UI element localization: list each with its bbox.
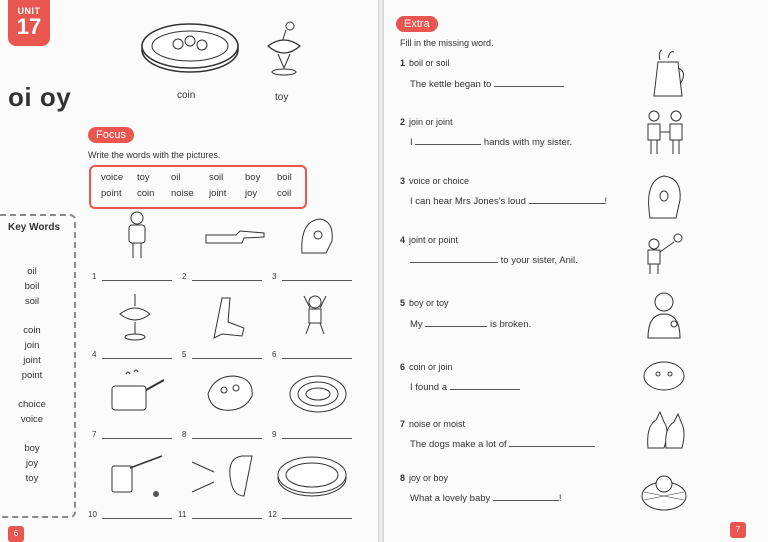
question-sentence <box>410 319 531 330</box>
key-word: boy <box>24 443 40 454</box>
answer-line[interactable] <box>102 438 172 439</box>
choice-text: coin or join <box>409 362 453 372</box>
coin-face-picture <box>642 358 686 394</box>
item-number: 2 <box>182 272 187 281</box>
question-choices <box>400 58 450 68</box>
caption-toy: toy <box>275 92 289 103</box>
word-bank <box>89 165 307 209</box>
key-word: toy <box>25 473 39 484</box>
word-bank-word: soil <box>209 172 224 183</box>
sentence-after: ! <box>558 493 562 504</box>
answer-line[interactable] <box>282 358 352 359</box>
focus-label: Focus <box>88 127 134 143</box>
unit-label: UNIT <box>17 6 41 16</box>
item-number: 10 <box>88 510 97 519</box>
question-sentence <box>410 79 564 90</box>
answer-line[interactable] <box>192 280 262 281</box>
question-choices <box>400 117 453 127</box>
answer-line[interactable] <box>192 358 262 359</box>
question-choices <box>400 298 449 308</box>
item-number: 6 <box>272 350 277 359</box>
question-choices <box>400 235 458 245</box>
word-bank-word: voice <box>101 172 124 183</box>
key-word: point <box>21 370 43 381</box>
choice-text: boil or soil <box>409 58 450 68</box>
key-words-title: Key Words <box>8 222 61 233</box>
answer-line[interactable] <box>192 438 262 439</box>
choice-text: voice or choice <box>409 176 470 186</box>
unit-badge <box>8 0 50 46</box>
choice-text: joint or point <box>409 235 459 245</box>
sentence-after: is broken. <box>489 319 532 330</box>
item-number: 8 <box>182 430 187 439</box>
question-choices <box>400 176 469 186</box>
item-number: 9 <box>272 430 277 439</box>
sentence-before: I can hear Mrs Jones's loud <box>410 196 526 207</box>
kettle-picture <box>648 48 688 100</box>
key-word: joint <box>23 355 41 366</box>
word-bank-word: boy <box>245 172 261 183</box>
word-bank-word: point <box>101 188 122 199</box>
question-sentence <box>410 382 520 393</box>
elbow-joint-picture <box>208 294 248 340</box>
joyful-child-picture <box>300 292 330 338</box>
woman-shouting-picture <box>642 170 686 222</box>
key-word: oil <box>27 266 37 277</box>
answer-blank[interactable] <box>450 389 520 390</box>
answer-line[interactable] <box>102 518 172 519</box>
item-number: 11 <box>178 510 187 519</box>
choice-text: noise or moist <box>409 419 466 429</box>
sentence-before: What a lovely baby <box>410 493 491 504</box>
question-choices <box>400 362 453 372</box>
question-sentence <box>410 439 595 450</box>
spinning-top-icon <box>264 20 304 80</box>
key-word: soil <box>24 296 40 307</box>
word-bank-word: joint <box>209 188 227 199</box>
answer-blank[interactable] <box>529 203 605 204</box>
pointing-hand-picture <box>206 225 268 249</box>
answer-line[interactable] <box>282 518 352 519</box>
choice-text: joy or boy <box>409 473 449 483</box>
sentence-after: ! <box>604 196 608 207</box>
item-number: 1 <box>92 272 97 281</box>
answer-blank[interactable] <box>425 326 487 327</box>
right-page <box>384 0 768 542</box>
question-number: 2 <box>400 117 406 127</box>
sentence-after: to your sister, Anil. <box>500 255 578 266</box>
item-number: 7 <box>92 430 97 439</box>
barking-dogs-picture <box>642 408 688 456</box>
item-number: 3 <box>272 272 277 281</box>
sentence-before: I <box>410 137 413 148</box>
key-word: joy <box>25 458 39 469</box>
extra-label: Extra <box>396 16 438 32</box>
key-word: join <box>24 340 40 351</box>
question-number: 4 <box>400 235 406 245</box>
caption-coin: coin <box>177 90 196 101</box>
key-word: boil <box>24 281 40 292</box>
item-number: 5 <box>182 350 187 359</box>
key-word: coin <box>23 325 41 336</box>
extra-instruction: Fill in the missing word. <box>400 38 494 48</box>
coin-picture <box>276 454 348 498</box>
boiling-pot-picture <box>106 368 164 416</box>
item-number: 4 <box>92 350 97 359</box>
answer-line[interactable] <box>102 358 172 359</box>
key-word: voice <box>20 414 44 425</box>
question-number: 7 <box>400 419 406 429</box>
word-bank-word: coil <box>277 188 292 199</box>
question-sentence <box>410 196 607 207</box>
word-bank-word: toy <box>137 172 150 183</box>
question-choices <box>400 473 448 483</box>
sentence-before: My <box>410 319 423 330</box>
oil-can-picture <box>102 448 166 500</box>
answer-blank[interactable] <box>494 86 564 87</box>
sentence-before: The dogs make a lot of <box>410 439 507 450</box>
holding-hands-picture <box>642 108 688 158</box>
toy-picture <box>118 292 152 342</box>
boy-pointing-picture <box>644 228 688 276</box>
unit-number: 17 <box>16 14 42 39</box>
question-sentence <box>410 255 578 266</box>
answer-line[interactable] <box>192 518 262 519</box>
sentence-before: I found a <box>410 382 447 393</box>
word-bank-word: joy <box>245 188 258 199</box>
question-sentence <box>410 493 562 504</box>
baby-picture <box>640 470 688 514</box>
sentence-after: hands with my sister. <box>483 137 573 148</box>
boy-picture <box>124 210 150 262</box>
soil-picture <box>204 370 256 414</box>
left-page <box>0 0 378 542</box>
coin-icon <box>140 14 240 84</box>
question-sentence <box>410 137 572 148</box>
key-word: choice <box>18 399 46 410</box>
answer-line[interactable] <box>102 280 172 281</box>
answer-blank[interactable] <box>509 446 595 447</box>
page-title: oi oy <box>8 82 72 112</box>
question-number: 6 <box>400 362 406 372</box>
answer-blank[interactable] <box>493 500 559 501</box>
focus-instruction: Write the words with the pictures. <box>88 150 221 160</box>
coiled-snake-picture <box>288 372 348 416</box>
word-bank-word: boil <box>277 172 292 183</box>
page-number: 7 <box>730 522 746 538</box>
item-number: 12 <box>268 510 277 519</box>
question-number: 3 <box>400 176 406 186</box>
word-bank-word: coin <box>137 188 155 199</box>
answer-line[interactable] <box>282 280 352 281</box>
girl-shouting-picture <box>296 213 336 257</box>
ear-noise-picture <box>192 452 260 500</box>
question-number: 5 <box>400 298 406 308</box>
question-number: 8 <box>400 473 406 483</box>
boy-broken-toy-picture <box>644 290 688 340</box>
question-choices <box>400 419 465 429</box>
answer-blank[interactable] <box>410 262 498 263</box>
answer-blank[interactable] <box>415 144 481 145</box>
choice-text: boy or toy <box>409 298 449 308</box>
page-number: 6 <box>8 526 24 542</box>
word-bank-word: noise <box>171 188 194 199</box>
question-number: 1 <box>400 58 406 68</box>
answer-line[interactable] <box>282 438 352 439</box>
choice-text: join or joint <box>409 117 453 127</box>
sentence-before: The kettle began to <box>410 79 492 90</box>
word-bank-word: oil <box>171 172 181 183</box>
